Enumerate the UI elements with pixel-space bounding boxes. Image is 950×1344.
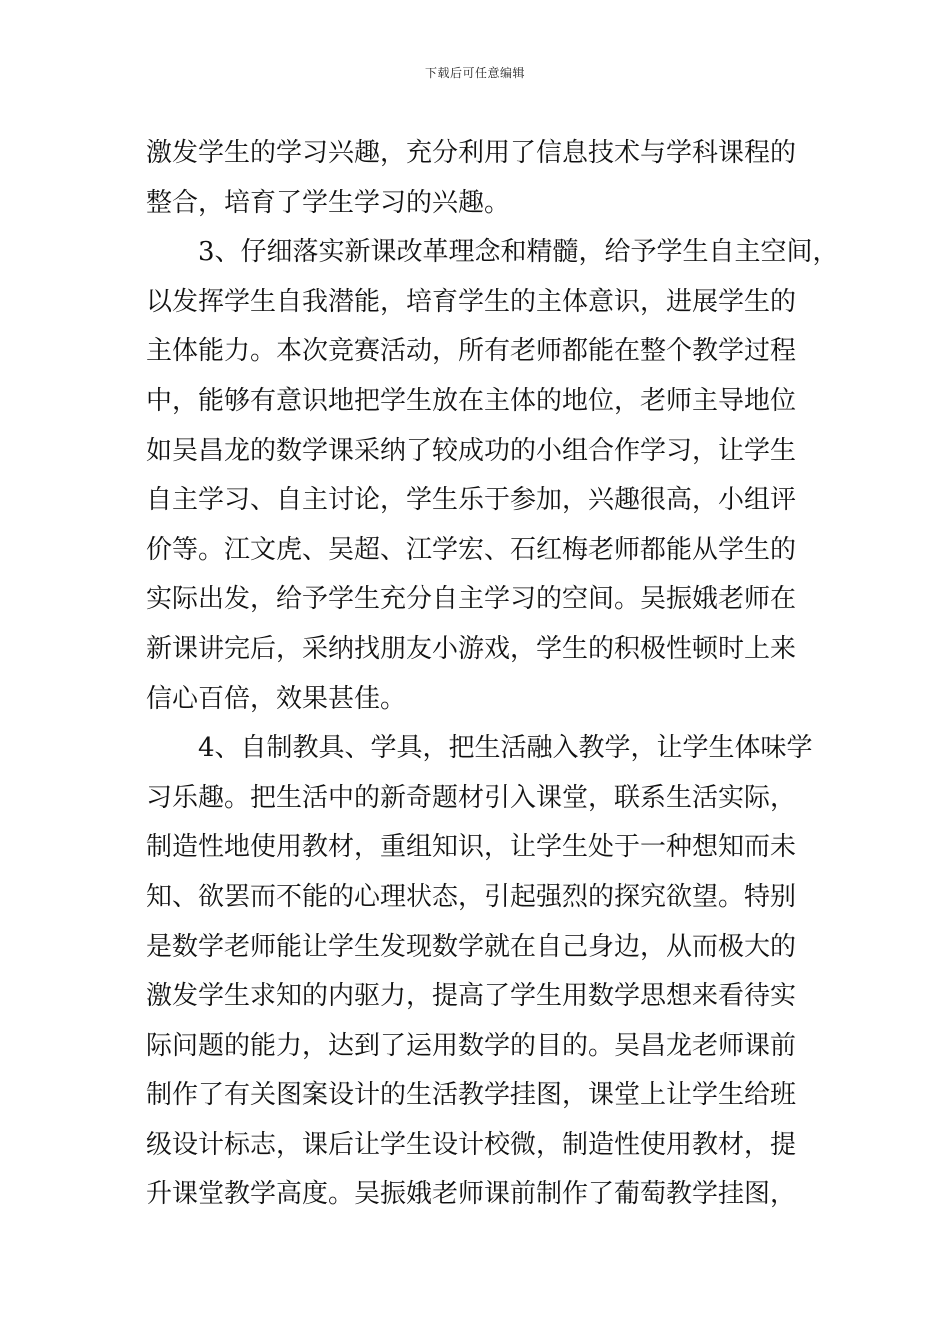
text-line: 是数学老师能让学生发现数学就在自己身边，从而极大的 — [146, 931, 797, 962]
text-line: 价等。江文虎、吴超、江学宏、石红梅老师都能从学生的 — [146, 534, 797, 565]
text-line: 升课堂教学高度。吴振娥老师课前制作了葡萄教学挂图， — [146, 1179, 797, 1210]
text-line: 自主学习、自主讨论，学生乐于参加，兴趣很高，小组评 — [146, 485, 797, 516]
text-line: 主体能力。本次竞赛活动，所有老师都能在整个教学过程 — [146, 336, 797, 367]
text-line: 制造性地使用教材，重组知识，让学生处于一种想知而未 — [146, 832, 797, 863]
text-line: 中，能够有意识地把学生放在主体的地位，老师主导地位 — [146, 385, 797, 416]
text-line: 信心百倍，效果甚佳。 — [146, 683, 407, 714]
paragraph-start-line: 4、自制教具、学具，把生活融入教学，让学生体味学 — [198, 733, 813, 764]
text-line: 新课讲完后，采纳找朋友小游戏，学生的积极性顿时上来 — [146, 633, 797, 664]
text-line: 实际出发，给予学生充分自主学习的空间。吴振娥老师在 — [146, 584, 797, 615]
document-body — [146, 129, 839, 1220]
text-line: 际问题的能力，达到了运用数学的目的。吴昌龙老师课前 — [146, 1030, 797, 1061]
text-line: 制作了有关图案设计的生活教学挂图，课堂上让学生给班 — [146, 1080, 797, 1111]
text-line: 激发学生的学习兴趣，充分利用了信息技术与学科课程的 — [146, 138, 797, 168]
paragraph-start-line: 3、仔细落实新课改革理念和精髓，给予学生自主空间， — [198, 237, 839, 268]
text-line: 整合，培育了学生学习的兴趣。 — [146, 187, 511, 218]
page-header: 下载后可任意编辑 — [424, 66, 525, 80]
text-line: 以发挥学生自我潜能，培育学生的主体意识，进展学生的 — [146, 286, 797, 317]
text-line: 知、欲罢而不能的心理状态，引起强烈的探究欲望。特别 — [146, 881, 797, 912]
text-line: 级设计标志，课后让学生设计校微，制造性使用教材，提 — [146, 1129, 797, 1160]
text-line: 激发学生求知的内驱力，提高了学生用数学思想来看待实 — [146, 981, 797, 1012]
text-line: 如吴昌龙的数学课采纳了较成功的小组合作学习，让学生 — [146, 435, 797, 466]
text-line: 习乐趣。把生活中的新奇题材引入课堂，联系生活实际， — [146, 782, 797, 813]
